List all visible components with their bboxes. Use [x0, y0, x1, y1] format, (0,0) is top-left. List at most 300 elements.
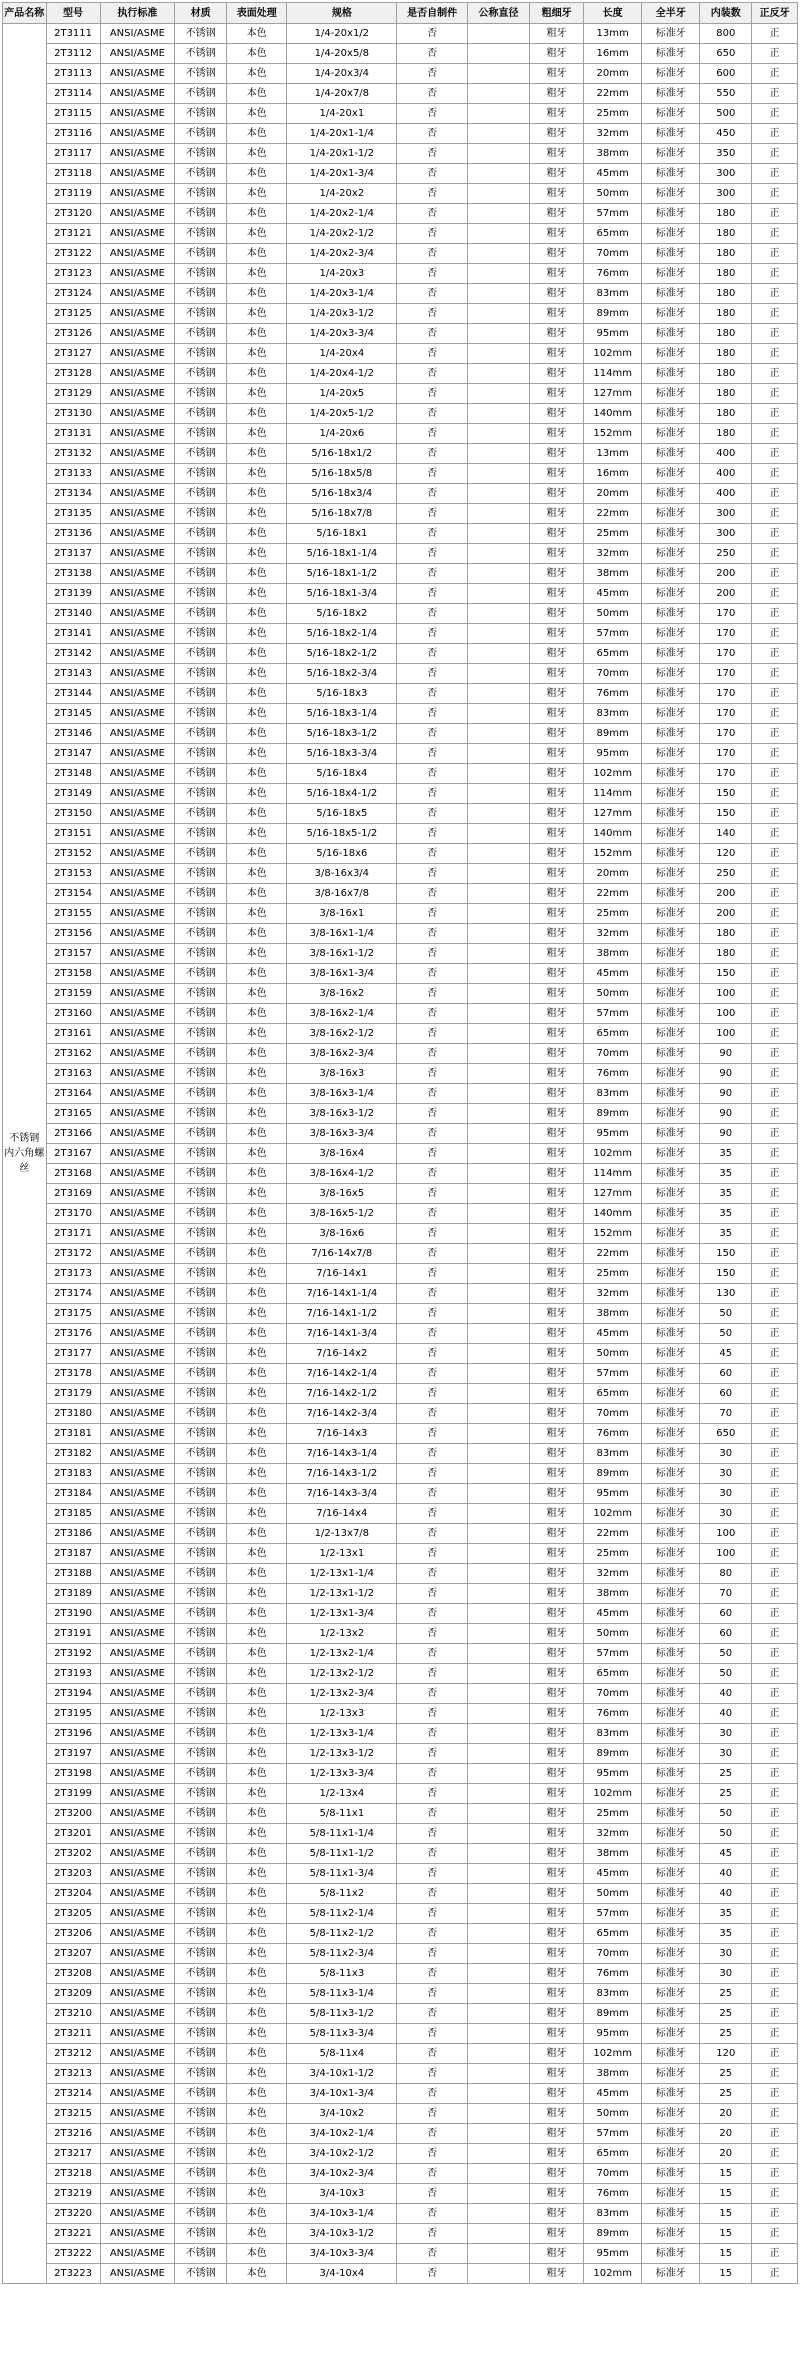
length-cell: 65mm	[584, 644, 642, 664]
thread-pitch-cell: 粗牙	[530, 44, 584, 64]
material-cell: 不锈钢	[175, 564, 227, 584]
pack-quantity-cell: 170	[700, 764, 752, 784]
length-cell: 38mm	[584, 564, 642, 584]
surface-cell: 本色	[227, 2124, 287, 2144]
length-cell: 114mm	[584, 784, 642, 804]
full-half-thread-cell: 标准牙	[642, 2264, 700, 2284]
surface-cell: 本色	[227, 644, 287, 664]
thread-direction-cell: 正	[752, 1464, 798, 1484]
spec-cell: 7/16-14x2	[287, 1344, 397, 1364]
standard-cell: ANSI/ASME	[100, 1044, 175, 1064]
thread-pitch-cell: 粗牙	[530, 964, 584, 984]
nominal-diameter-cell	[467, 964, 529, 984]
thread-direction-cell: 正	[752, 1364, 798, 1384]
surface-cell: 本色	[227, 144, 287, 164]
table-row	[3, 1024, 798, 1044]
self-made-cell: 否	[397, 844, 468, 864]
pack-quantity-cell: 300	[700, 504, 752, 524]
length-cell: 45mm	[584, 1324, 642, 1344]
table-row	[3, 664, 798, 684]
model-cell: 2T3112	[46, 44, 100, 64]
thread-direction-cell: 正	[752, 1024, 798, 1044]
material-cell: 不锈钢	[175, 1944, 227, 1964]
nominal-diameter-cell	[467, 1904, 529, 1924]
table-row	[3, 804, 798, 824]
nominal-diameter-cell	[467, 1364, 529, 1384]
length-cell: 20mm	[584, 64, 642, 84]
nominal-diameter-cell	[467, 924, 529, 944]
table-row	[3, 2084, 798, 2104]
pack-quantity-cell: 170	[700, 704, 752, 724]
nominal-diameter-cell	[467, 704, 529, 724]
self-made-cell: 否	[397, 284, 468, 304]
full-half-thread-cell: 标准牙	[642, 144, 700, 164]
model-cell: 2T3166	[46, 1124, 100, 1144]
material-cell: 不锈钢	[175, 1724, 227, 1744]
standard-cell: ANSI/ASME	[100, 944, 175, 964]
surface-cell: 本色	[227, 2024, 287, 2044]
surface-cell: 本色	[227, 24, 287, 44]
length-cell: 76mm	[584, 1704, 642, 1724]
spec-cell: 5/16-18x3-3/4	[287, 744, 397, 764]
table-row	[3, 1584, 798, 1604]
thread-pitch-cell: 粗牙	[530, 2244, 584, 2264]
pack-quantity-cell: 170	[700, 684, 752, 704]
self-made-cell: 否	[397, 604, 468, 624]
spec-cell: 5/8-11x2-1/4	[287, 1904, 397, 1924]
thread-direction-cell: 正	[752, 1144, 798, 1164]
table-row	[3, 604, 798, 624]
thread-pitch-cell: 粗牙	[530, 1564, 584, 1584]
self-made-cell: 否	[397, 1284, 468, 1304]
full-half-thread-cell: 标准牙	[642, 1444, 700, 1464]
material-cell: 不锈钢	[175, 1224, 227, 1244]
standard-cell: ANSI/ASME	[100, 724, 175, 744]
self-made-cell: 否	[397, 344, 468, 364]
material-cell: 不锈钢	[175, 904, 227, 924]
full-half-thread-cell: 标准牙	[642, 1424, 700, 1444]
self-made-cell: 否	[397, 1404, 468, 1424]
thread-pitch-cell: 粗牙	[530, 1444, 584, 1464]
table-row	[3, 384, 798, 404]
full-half-thread-cell: 标准牙	[642, 1864, 700, 1884]
thread-pitch-cell: 粗牙	[530, 1044, 584, 1064]
pack-quantity-cell: 200	[700, 584, 752, 604]
surface-cell: 本色	[227, 1064, 287, 1084]
material-cell: 不锈钢	[175, 224, 227, 244]
self-made-cell: 否	[397, 1864, 468, 1884]
nominal-diameter-cell	[467, 2244, 529, 2264]
nominal-diameter-cell	[467, 1744, 529, 1764]
standard-cell: ANSI/ASME	[100, 1624, 175, 1644]
thread-pitch-cell: 粗牙	[530, 164, 584, 184]
model-cell: 2T3208	[46, 1964, 100, 1984]
nominal-diameter-cell	[467, 1924, 529, 1944]
material-cell: 不锈钢	[175, 1024, 227, 1044]
length-cell: 45mm	[584, 2084, 642, 2104]
spec-cell: 1/2-13x2-3/4	[287, 1684, 397, 1704]
surface-cell: 本色	[227, 304, 287, 324]
self-made-cell: 否	[397, 104, 468, 124]
self-made-cell: 否	[397, 1844, 468, 1864]
nominal-diameter-cell	[467, 2124, 529, 2144]
pack-quantity-cell: 25	[700, 2024, 752, 2044]
self-made-cell: 否	[397, 864, 468, 884]
standard-cell: ANSI/ASME	[100, 584, 175, 604]
thread-direction-cell: 正	[752, 604, 798, 624]
self-made-cell: 否	[397, 1044, 468, 1064]
spec-cell: 3/8-16x5-1/2	[287, 1204, 397, 1224]
nominal-diameter-cell	[467, 264, 529, 284]
thread-direction-cell: 正	[752, 544, 798, 564]
spec-cell: 1/2-13x3-3/4	[287, 1764, 397, 1784]
length-cell: 45mm	[584, 1604, 642, 1624]
full-half-thread-cell: 标准牙	[642, 424, 700, 444]
thread-pitch-cell: 粗牙	[530, 1184, 584, 1204]
surface-cell: 本色	[227, 1264, 287, 1284]
standard-cell: ANSI/ASME	[100, 1204, 175, 1224]
self-made-cell: 否	[397, 1204, 468, 1224]
self-made-cell: 否	[397, 1604, 468, 1624]
thread-direction-cell: 正	[752, 824, 798, 844]
nominal-diameter-cell	[467, 1064, 529, 1084]
surface-cell: 本色	[227, 564, 287, 584]
nominal-diameter-cell	[467, 204, 529, 224]
standard-cell: ANSI/ASME	[100, 1144, 175, 1164]
standard-cell: ANSI/ASME	[100, 2044, 175, 2064]
material-cell: 不锈钢	[175, 424, 227, 444]
table-row	[3, 1884, 798, 1904]
nominal-diameter-cell	[467, 764, 529, 784]
standard-cell: ANSI/ASME	[100, 144, 175, 164]
model-cell: 2T3175	[46, 1304, 100, 1324]
full-half-thread-cell: 标准牙	[642, 1984, 700, 2004]
nominal-diameter-cell	[467, 1244, 529, 1264]
spec-cell: 5/8-11x1-1/2	[287, 1844, 397, 1864]
surface-cell: 本色	[227, 924, 287, 944]
model-cell: 2T3113	[46, 64, 100, 84]
table-row	[3, 1364, 798, 1384]
self-made-cell: 否	[397, 504, 468, 524]
table-row	[3, 844, 798, 864]
length-cell: 22mm	[584, 84, 642, 104]
length-cell: 89mm	[584, 304, 642, 324]
spec-cell: 7/16-14x1-1/2	[287, 1304, 397, 1324]
full-half-thread-cell: 标准牙	[642, 864, 700, 884]
standard-cell: ANSI/ASME	[100, 1824, 175, 1844]
material-cell: 不锈钢	[175, 1824, 227, 1844]
material-cell: 不锈钢	[175, 1064, 227, 1084]
col-header-thread-direction: 正反牙	[752, 3, 798, 24]
full-half-thread-cell: 标准牙	[642, 1164, 700, 1184]
table-row	[3, 1964, 798, 1984]
spec-cell: 3/8-16x3/4	[287, 864, 397, 884]
self-made-cell: 否	[397, 2184, 468, 2204]
material-cell: 不锈钢	[175, 1524, 227, 1544]
model-cell: 2T3168	[46, 1164, 100, 1184]
self-made-cell: 否	[397, 564, 468, 584]
standard-cell: ANSI/ASME	[100, 304, 175, 324]
length-cell: 45mm	[584, 164, 642, 184]
length-cell: 102mm	[584, 764, 642, 784]
nominal-diameter-cell	[467, 324, 529, 344]
thread-direction-cell: 正	[752, 624, 798, 644]
thread-pitch-cell: 粗牙	[530, 2024, 584, 2044]
full-half-thread-cell: 标准牙	[642, 1624, 700, 1644]
model-cell: 2T3198	[46, 1764, 100, 1784]
nominal-diameter-cell	[467, 444, 529, 464]
pack-quantity-cell: 200	[700, 884, 752, 904]
model-cell: 2T3191	[46, 1624, 100, 1644]
material-cell: 不锈钢	[175, 1904, 227, 1924]
standard-cell: ANSI/ASME	[100, 64, 175, 84]
pack-quantity-cell: 90	[700, 1064, 752, 1084]
surface-cell: 本色	[227, 244, 287, 264]
nominal-diameter-cell	[467, 2084, 529, 2104]
standard-cell: ANSI/ASME	[100, 604, 175, 624]
length-cell: 102mm	[584, 2044, 642, 2064]
self-made-cell: 否	[397, 1784, 468, 1804]
length-cell: 76mm	[584, 1424, 642, 1444]
table-row	[3, 944, 798, 964]
material-cell: 不锈钢	[175, 1444, 227, 1464]
nominal-diameter-cell	[467, 84, 529, 104]
length-cell: 25mm	[584, 904, 642, 924]
material-cell: 不锈钢	[175, 1584, 227, 1604]
nominal-diameter-cell	[467, 1524, 529, 1544]
pack-quantity-cell: 40	[700, 1864, 752, 1884]
model-cell: 2T3203	[46, 1864, 100, 1884]
thread-pitch-cell: 粗牙	[530, 884, 584, 904]
standard-cell: ANSI/ASME	[100, 1444, 175, 1464]
length-cell: 22mm	[584, 504, 642, 524]
self-made-cell: 否	[397, 1664, 468, 1684]
table-row	[3, 2024, 798, 2044]
nominal-diameter-cell	[467, 1144, 529, 1164]
standard-cell: ANSI/ASME	[100, 44, 175, 64]
nominal-diameter-cell	[467, 1284, 529, 1304]
table-row	[3, 524, 798, 544]
standard-cell: ANSI/ASME	[100, 2224, 175, 2244]
self-made-cell: 否	[397, 1084, 468, 1104]
self-made-cell: 否	[397, 784, 468, 804]
material-cell: 不锈钢	[175, 404, 227, 424]
model-cell: 2T3183	[46, 1464, 100, 1484]
thread-direction-cell: 正	[752, 1004, 798, 1024]
surface-cell: 本色	[227, 1544, 287, 1564]
thread-direction-cell: 正	[752, 1924, 798, 1944]
surface-cell: 本色	[227, 44, 287, 64]
nominal-diameter-cell	[467, 344, 529, 364]
surface-cell: 本色	[227, 384, 287, 404]
spec-cell: 3/8-16x5	[287, 1184, 397, 1204]
length-cell: 57mm	[584, 1004, 642, 1024]
nominal-diameter-cell	[467, 504, 529, 524]
model-cell: 2T3185	[46, 1504, 100, 1524]
full-half-thread-cell: 标准牙	[642, 204, 700, 224]
surface-cell: 本色	[227, 1404, 287, 1424]
spec-cell: 3/8-16x4	[287, 1144, 397, 1164]
full-half-thread-cell: 标准牙	[642, 1764, 700, 1784]
thread-pitch-cell: 粗牙	[530, 1364, 584, 1384]
nominal-diameter-cell	[467, 664, 529, 684]
standard-cell: ANSI/ASME	[100, 1364, 175, 1384]
standard-cell: ANSI/ASME	[100, 104, 175, 124]
nominal-diameter-cell	[467, 1544, 529, 1564]
material-cell: 不锈钢	[175, 664, 227, 684]
self-made-cell: 否	[397, 1584, 468, 1604]
model-cell: 2T3216	[46, 2124, 100, 2144]
model-cell: 2T3128	[46, 364, 100, 384]
nominal-diameter-cell	[467, 464, 529, 484]
model-cell: 2T3125	[46, 304, 100, 324]
spec-cell: 1/4-20x1-1/2	[287, 144, 397, 164]
pack-quantity-cell: 30	[700, 1464, 752, 1484]
full-half-thread-cell: 标准牙	[642, 904, 700, 924]
spec-cell: 1/4-20x5-1/2	[287, 404, 397, 424]
standard-cell: ANSI/ASME	[100, 164, 175, 184]
model-cell: 2T3188	[46, 1564, 100, 1584]
self-made-cell: 否	[397, 404, 468, 424]
spec-cell: 3/4-10x2-1/4	[287, 2124, 397, 2144]
surface-cell: 本色	[227, 1364, 287, 1384]
thread-direction-cell: 正	[752, 964, 798, 984]
self-made-cell: 否	[397, 1444, 468, 1464]
full-half-thread-cell: 标准牙	[642, 1604, 700, 1624]
self-made-cell: 否	[397, 244, 468, 264]
thread-direction-cell: 正	[752, 744, 798, 764]
thread-direction-cell: 正	[752, 1424, 798, 1444]
thread-pitch-cell: 粗牙	[530, 404, 584, 424]
spec-cell: 1/4-20x3/4	[287, 64, 397, 84]
nominal-diameter-cell	[467, 804, 529, 824]
thread-pitch-cell: 粗牙	[530, 1524, 584, 1544]
self-made-cell: 否	[397, 64, 468, 84]
nominal-diameter-cell	[467, 244, 529, 264]
model-cell: 2T3126	[46, 324, 100, 344]
self-made-cell: 否	[397, 2144, 468, 2164]
nominal-diameter-cell	[467, 1084, 529, 1104]
length-cell: 89mm	[584, 2004, 642, 2024]
nominal-diameter-cell	[467, 104, 529, 124]
full-half-thread-cell: 标准牙	[642, 1824, 700, 1844]
standard-cell: ANSI/ASME	[100, 1984, 175, 2004]
material-cell: 不锈钢	[175, 104, 227, 124]
model-cell: 2T3167	[46, 1144, 100, 1164]
pack-quantity-cell: 40	[700, 1704, 752, 1724]
spec-cell: 5/8-11x4	[287, 2044, 397, 2064]
spec-cell: 1/2-13x1	[287, 1544, 397, 1564]
length-cell: 76mm	[584, 264, 642, 284]
self-made-cell: 否	[397, 684, 468, 704]
material-cell: 不锈钢	[175, 1644, 227, 1664]
material-cell: 不锈钢	[175, 1264, 227, 1284]
standard-cell: ANSI/ASME	[100, 1064, 175, 1084]
surface-cell: 本色	[227, 724, 287, 744]
surface-cell: 本色	[227, 424, 287, 444]
nominal-diameter-cell	[467, 864, 529, 884]
full-half-thread-cell: 标准牙	[642, 2124, 700, 2144]
self-made-cell: 否	[397, 1464, 468, 1484]
pack-quantity-cell: 180	[700, 364, 752, 384]
length-cell: 25mm	[584, 1804, 642, 1824]
spec-cell: 1/2-13x7/8	[287, 1524, 397, 1544]
thread-pitch-cell: 粗牙	[530, 2064, 584, 2084]
surface-cell: 本色	[227, 404, 287, 424]
thread-pitch-cell: 粗牙	[530, 2204, 584, 2224]
pack-quantity-cell: 300	[700, 524, 752, 544]
thread-pitch-cell: 粗牙	[530, 2084, 584, 2104]
material-cell: 不锈钢	[175, 1684, 227, 1704]
table-row	[3, 1704, 798, 1724]
thread-pitch-cell: 粗牙	[530, 2124, 584, 2144]
material-cell: 不锈钢	[175, 524, 227, 544]
self-made-cell: 否	[397, 1104, 468, 1124]
thread-direction-cell: 正	[752, 884, 798, 904]
self-made-cell: 否	[397, 944, 468, 964]
length-cell: 140mm	[584, 824, 642, 844]
surface-cell: 本色	[227, 2164, 287, 2184]
table-row	[3, 424, 798, 444]
full-half-thread-cell: 标准牙	[642, 1464, 700, 1484]
pack-quantity-cell: 90	[700, 1044, 752, 1064]
pack-quantity-cell: 15	[700, 2164, 752, 2184]
thread-pitch-cell: 粗牙	[530, 2184, 584, 2204]
thread-pitch-cell: 粗牙	[530, 24, 584, 44]
nominal-diameter-cell	[467, 1204, 529, 1224]
model-cell: 2T3173	[46, 1264, 100, 1284]
surface-cell: 本色	[227, 1424, 287, 1444]
length-cell: 16mm	[584, 464, 642, 484]
length-cell: 50mm	[584, 2104, 642, 2124]
length-cell: 25mm	[584, 104, 642, 124]
spec-cell: 1/4-20x6	[287, 424, 397, 444]
material-cell: 不锈钢	[175, 84, 227, 104]
thread-pitch-cell: 粗牙	[530, 924, 584, 944]
model-cell: 2T3190	[46, 1604, 100, 1624]
spec-cell: 5/16-18x2-1/4	[287, 624, 397, 644]
spec-cell: 1/4-20x2-1/4	[287, 204, 397, 224]
material-cell: 不锈钢	[175, 1424, 227, 1444]
thread-direction-cell: 正	[752, 2064, 798, 2084]
standard-cell: ANSI/ASME	[100, 544, 175, 564]
full-half-thread-cell: 标准牙	[642, 604, 700, 624]
full-half-thread-cell: 标准牙	[642, 24, 700, 44]
thread-direction-cell: 正	[752, 1584, 798, 1604]
surface-cell: 本色	[227, 264, 287, 284]
self-made-cell: 否	[397, 1704, 468, 1724]
length-cell: 83mm	[584, 1984, 642, 2004]
thread-direction-cell: 正	[752, 1744, 798, 1764]
spec-cell: 7/16-14x3-3/4	[287, 1484, 397, 1504]
thread-pitch-cell: 粗牙	[530, 84, 584, 104]
thread-direction-cell: 正	[752, 864, 798, 884]
surface-cell: 本色	[227, 124, 287, 144]
material-cell: 不锈钢	[175, 1484, 227, 1504]
spec-cell: 1/2-13x2-1/4	[287, 1644, 397, 1664]
length-cell: 114mm	[584, 364, 642, 384]
model-cell: 2T3163	[46, 1064, 100, 1084]
material-cell: 不锈钢	[175, 2144, 227, 2164]
self-made-cell: 否	[397, 2164, 468, 2184]
full-half-thread-cell: 标准牙	[642, 504, 700, 524]
surface-cell: 本色	[227, 1104, 287, 1124]
self-made-cell: 否	[397, 644, 468, 664]
pack-quantity-cell: 120	[700, 844, 752, 864]
pack-quantity-cell: 250	[700, 864, 752, 884]
full-half-thread-cell: 标准牙	[642, 764, 700, 784]
full-half-thread-cell: 标准牙	[642, 1244, 700, 1264]
